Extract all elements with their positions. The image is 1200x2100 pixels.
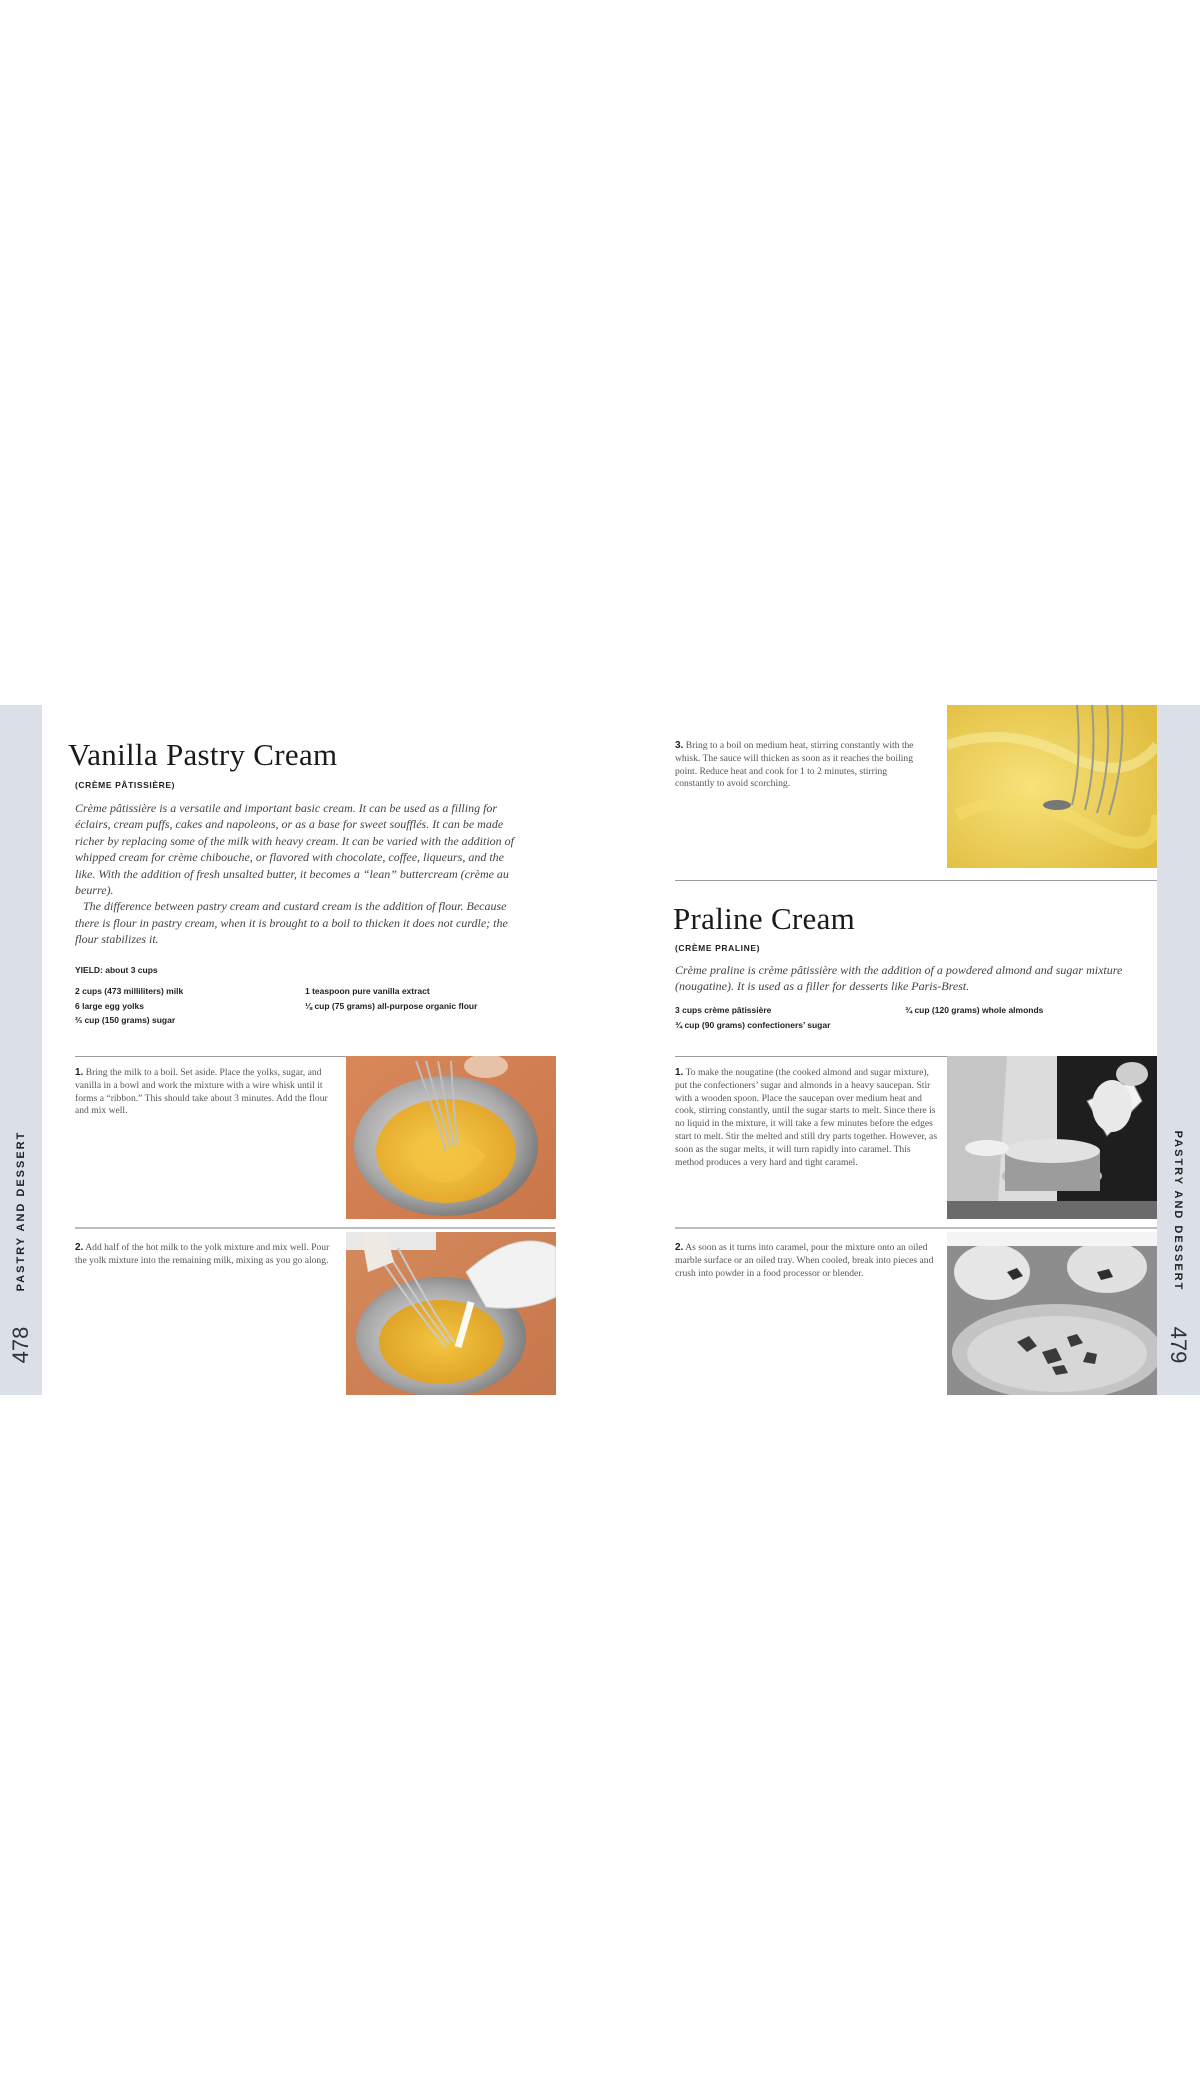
praline-ingredients-col1 [675, 1003, 830, 1032]
thick-cream-photo [947, 705, 1157, 868]
whisking-yolks-photo [346, 1056, 556, 1219]
praline-step-1 [675, 1067, 938, 1169]
left-side-tab [0, 705, 42, 1395]
ingredient-item: ¾ cup (120 grams) whole almonds [905, 1005, 1044, 1015]
step-text: Add half of the hot milk to the yolk mixture and mix well. Pour the yolk mixture into the remaining milk, mixing as you go along. [75, 1242, 330, 1266]
praline-step-2 [675, 1242, 938, 1280]
step-text: Bring the milk to a boil. Set aside. Place the yolks, sugar, and vanilla in a bowl and work the mixture with a wire whisk until it forms a “ribbon.” This should take about 3 minutes. Add the flour and mix well. [75, 1067, 328, 1117]
step-text: To make the nougatine (the cooked almond and sugar mixture), put the confectioners’ sugar and almonds in a heavy saucepan. Stir with a wooden spoon. Place the saucepan over medium heat and cook, stirring constantly, until the sugar starts to melt. Since there is no liquid in the mixture, it will take a few minutes before the edges start to melt. Stir the melted and still dry parts together. However, as soon as the sugar melts, it will turn rapidly into caramel. This method produces a very hard and tight caramel. [675, 1067, 938, 1168]
ingredient-item: 1 teaspoon pure vanilla extract [305, 986, 430, 996]
vanilla-pastry-cream-subtitle: (CRÈME PÂTISSIÈRE) [75, 780, 176, 790]
vanilla-step-2 [75, 1242, 338, 1268]
ingredient-item: ⅛ cup (75 grams) all-purpose organic flour [305, 1000, 478, 1011]
vanilla-step-3 [675, 740, 928, 791]
sugar-saucepan-photo [947, 1056, 1157, 1219]
vanilla-intro [75, 800, 515, 948]
page-number-left: 478 [8, 1326, 33, 1364]
pouring-milk-photo [346, 1232, 556, 1395]
ingredient-item: ⅔ cup (150 grams) sugar [75, 1015, 176, 1025]
book-spread [0, 705, 1200, 1395]
step-number: 1. [675, 1067, 684, 1078]
praline-intro: Crème praline is crème pâtissière with the addition of a powdered almond and sugar mixture (nougatine). It is used as a filler for desserts like Paris-Brest. [675, 963, 1123, 994]
vanilla-step-1 [75, 1067, 328, 1118]
step-number: 1. [75, 1067, 84, 1078]
ingredient-item: 2 cups (473 milliliters) milk [75, 986, 184, 996]
ingredient-item: ¾ cup (90 grams) confectioners’ sugar [675, 1019, 831, 1030]
crushed-caramel-photo [947, 1232, 1157, 1395]
vanilla-pastry-cream-title: Vanilla Pastry Cream [68, 737, 338, 772]
vanilla-ingredients-col2 [305, 984, 477, 1013]
step-number: 2. [75, 1242, 84, 1253]
praline-cream-title: Praline Cream [673, 901, 856, 936]
praline-ingredients-col2 [905, 1003, 1043, 1018]
step-text: As soon as it turns into caramel, pour the mixture onto an oiled marble surface or an oiled tray. When cooled, break into pieces and crush into powder in a food processor or blender. [675, 1242, 934, 1279]
vanilla-yield: YIELD: about 3 cups [75, 965, 158, 975]
praline-cream-subtitle: (CRÈME PRALINE) [675, 943, 761, 953]
right-side-tab [1157, 705, 1200, 1395]
divider [675, 880, 1157, 881]
step-text: Bring to a boil on medium heat, stirring constantly with the whisk. The sauce will thicken as soon as it reaches the boiling point. Reduce heat and cook for 1 to 2 minutes, stirring constantly to avoid scorching. [675, 740, 914, 790]
divider [75, 1227, 555, 1229]
vanilla-intro-p2: The difference between pastry cream and custard cream is the addition of flour. Because there is flour in pastry cream, when it is brought to a boil to thicken it does not curdle; the flour stabilizes it. [75, 899, 508, 947]
divider [675, 1227, 1157, 1229]
vanilla-intro-p1: Crème pâtissière is a versatile and important basic cream. It can be used as a filling for éclairs, cream puffs, cakes and napoleons, or as a base for sweet soufflés. It can be made richer by replacing some of the milk with heavy cream. It can be varied with the addition of whipped cream for crème chibouche, or flavored with chocolate, coffee, liqueurs, and the like. With the addition of fresh unsalted butter, it becomes a “lean” buttercream (crème au beurre). [75, 801, 515, 898]
ingredient-item: 3 cups crème pâtissière [675, 1005, 772, 1015]
vanilla-ingredients-col1 [75, 984, 183, 1028]
section-label-right: PASTRY AND DESSERT [1172, 1130, 1184, 1292]
step-number: 2. [675, 1242, 684, 1253]
ingredient-item: 6 large egg yolks [75, 1000, 144, 1011]
step-number: 3. [675, 740, 684, 751]
section-label-left: PASTRY AND DESSERT [15, 1130, 27, 1292]
page-number-right: 479 [1166, 1326, 1191, 1364]
